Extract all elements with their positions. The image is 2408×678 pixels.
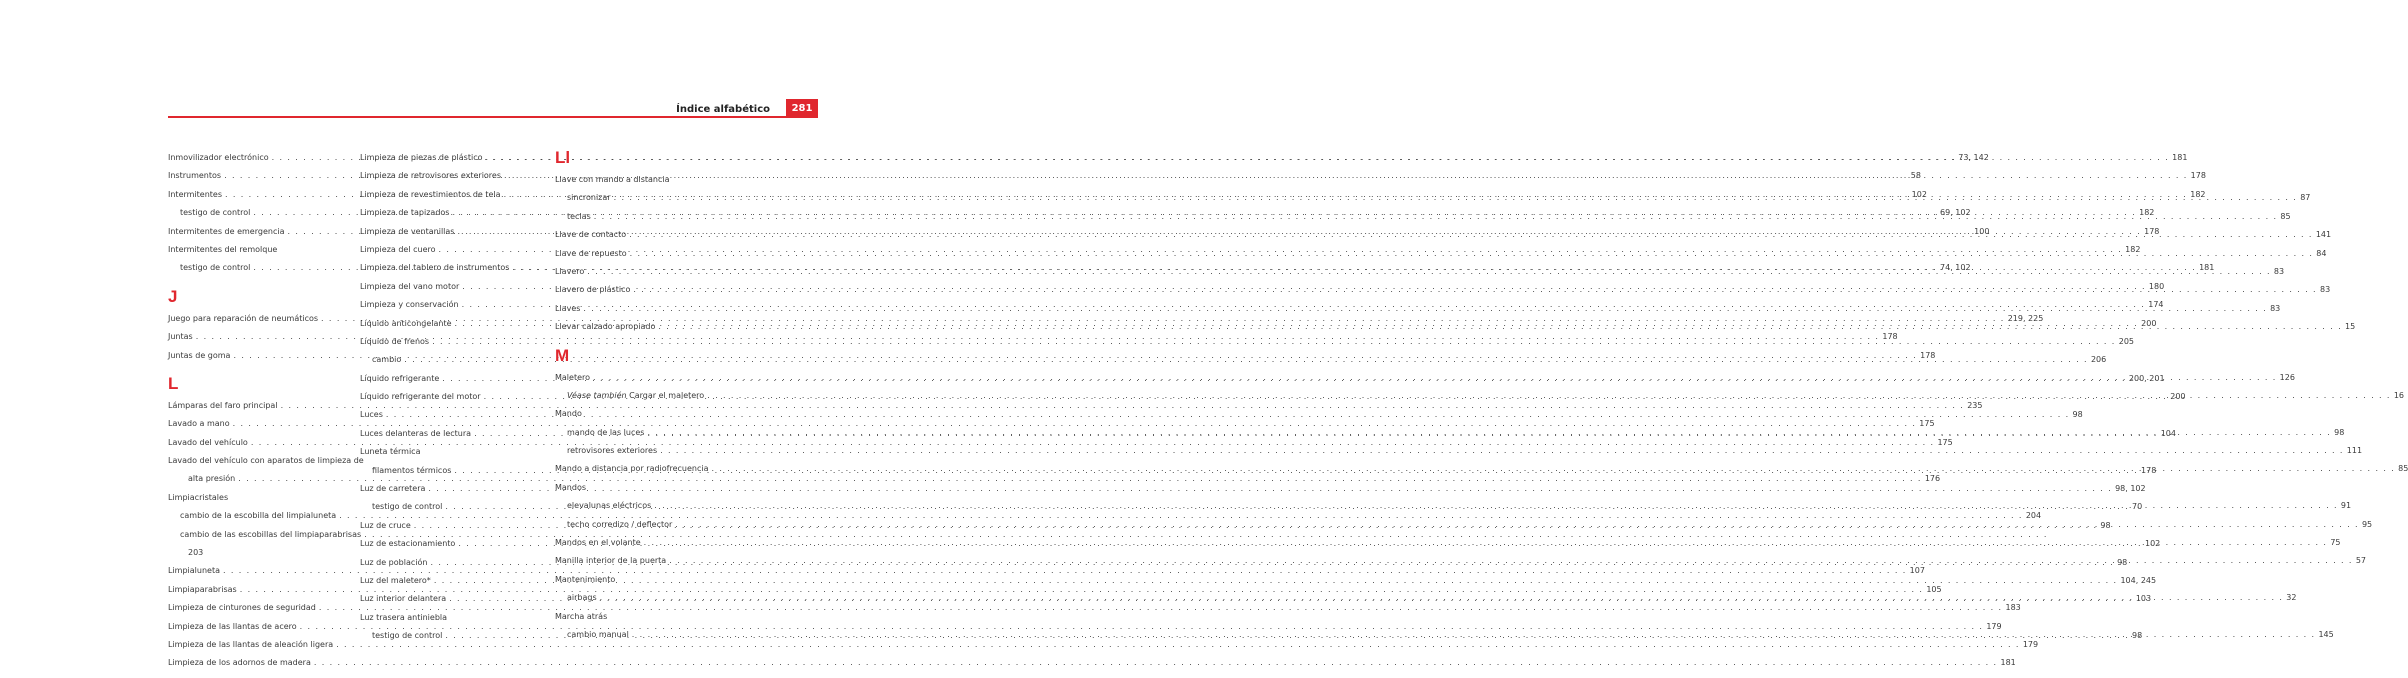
index-entry: Mando <box>555 409 582 419</box>
index-entry: Lavado a mano . . . 175 <box>168 418 358 436</box>
index-entry: Limpieza de tapizados . . . 182 <box>360 207 550 225</box>
index-entry: Llavero . . . 83 <box>555 266 745 284</box>
index-entry: Llaves . . . 83 <box>555 303 745 321</box>
index-subentry: testigo de control . . . 70 <box>360 501 550 519</box>
index-entry: Lámparas del faro principal . . . 235 <box>168 400 358 418</box>
index-entry: Intermitentes . . . 102 <box>168 189 358 207</box>
index-subentry: elevalunas eléctricos . . . 91 <box>555 500 745 518</box>
index-entry: Limpieza de revestimientos de tela . . . 182 <box>360 189 550 207</box>
index-continuation: 203 <box>188 548 204 558</box>
index-entry: Luneta térmica <box>360 447 421 457</box>
index-subentry: filamentos térmicos . . . 178 <box>360 465 550 483</box>
index-entry: Limpieza y conservación . . . 174 <box>360 299 550 317</box>
index-entry: Juntas de goma . . . 178 <box>168 350 358 368</box>
index-entry: Llavero de plástico . . . 83 <box>555 284 745 302</box>
index-subentry: cambio manual . . . 145 <box>555 629 745 647</box>
index-entry: Luz de cruce . . . 98 <box>360 520 550 538</box>
index-entry: Limpiaparabrisas . . . 105 <box>168 584 358 602</box>
index-subentry: sincronizar . . . 87 <box>555 192 745 210</box>
section-letter: J <box>168 286 178 306</box>
index-entry: Luces delanteras de lectura . . . 104 <box>360 428 550 446</box>
header-rule <box>168 116 818 118</box>
index-entry: Marcha atrás <box>555 611 608 621</box>
index-entry: Intermitentes del remolque <box>168 244 278 254</box>
index-entry: Limpialuneta . . . 107 <box>168 565 358 583</box>
section-letter: M <box>555 345 570 365</box>
index-entry: Limpieza de los adornos de madera . . . 181 <box>168 657 358 675</box>
index-entry: Líquido de frenos . . . 205 <box>360 336 550 354</box>
index-entry: Luz de población . . . 98 <box>360 557 550 575</box>
index-entry: Líquido refrigerante del motor . . . 200 <box>360 391 550 409</box>
index-subentry: techo corredizo / deflector . . . 95 <box>555 519 745 537</box>
index-entry: Juego para reparación de neumáticos . . . 219, 225 <box>168 313 358 331</box>
index-entry: Luz de carretera . . . 98, 102 <box>360 483 550 501</box>
index-entry: Inmovilizador electrónico . . . 73, 142 <box>168 152 358 170</box>
index-subentry: testigo de control . . . 74, 102 <box>168 262 358 280</box>
index-entry: Limpieza de las llantas de aleación ligera . . . 179 <box>168 639 358 657</box>
index-subentry: teclas . . . 85 <box>555 211 745 229</box>
index-entry: Limpieza del vano motor . . . 180 <box>360 281 550 299</box>
index-entry: Intermitentes de emergencia . . . 100 <box>168 226 358 244</box>
index-subentry: Véase también Cargar el maletero . . . 16 <box>555 390 745 408</box>
index-entry: Limpieza de piezas de plástico . . . 181 <box>360 152 550 170</box>
index-subentry: testigo de control . . . 98 <box>360 630 550 648</box>
index-entry: Líquido refrigerante . . . 200, 201 <box>360 373 550 391</box>
index-subentry: cambio de las escobillas del limpiaparabrisas . . . <box>168 529 358 547</box>
see-also-label: Véase también <box>567 390 627 400</box>
index-entry: Luces . . . 98 <box>360 409 550 427</box>
index-entry: Limpieza de ventanillas . . . 178 <box>360 226 550 244</box>
section-letter: L <box>168 373 179 393</box>
index-entry: Mandos <box>555 482 587 492</box>
index-entry: Maletero . . . 126 <box>555 372 745 390</box>
index-entry: Instrumentos . . . 58 <box>168 170 358 188</box>
index-entry: Luz trasera antiniebla <box>360 612 448 622</box>
page-number: 281 <box>786 99 818 117</box>
index-entry: Luz de estacionamiento . . . 102 <box>360 538 550 556</box>
index-entry: Llave de contacto . . . 141 <box>555 229 745 247</box>
index-entry: Lavado del vehículo . . . 175 <box>168 437 358 455</box>
index-entry: Luz interior delantera . . . 103 <box>360 593 550 611</box>
section-letter: Ll <box>555 148 571 167</box>
index-entry: Limpieza del cuero . . . 182 <box>360 244 550 262</box>
index-entry: Limpieza de las llantas de acero . . . 179 <box>168 621 358 639</box>
index-entry: Limpiacristales <box>168 492 229 502</box>
index-subentry: cambio . . . 206 <box>360 354 550 372</box>
index-entry: Limpieza de cinturones de seguridad . . . 183 <box>168 602 358 620</box>
index-entry: Lavado del vehículo con aparatos de limpieza de <box>168 456 364 466</box>
index-entry: Mando a distancia por radiofrecuencia . . . 85 <box>555 463 745 481</box>
index-subentry: airbags . . . 32 <box>555 592 745 610</box>
index-continuation: alta presión . . . 176 <box>168 473 358 491</box>
index-entry: Luz del maletero* . . . 104, 245 <box>360 575 550 593</box>
index-subentry: mando de las luces . . . 98 <box>555 427 745 445</box>
index-entry: Mandos en el volante . . . 75 <box>555 537 745 555</box>
index-entry: Llave de repuesto . . . 84 <box>555 248 745 266</box>
index-entry: Juntas . . . 178 <box>168 331 358 349</box>
index-entry: Limpieza de retrovisores exteriores . . . 178 <box>360 170 550 188</box>
page-title: Índice alfabético <box>676 104 770 115</box>
index-entry: Mantenimiento <box>555 574 616 584</box>
index-subentry: cambio de la escobilla del limpialuneta . . . 204 <box>168 510 358 528</box>
index-entry: Llevar calzado apropiado . . . 15 <box>555 321 745 339</box>
index-entry: Líquido anticongelante . . . 200 <box>360 318 550 336</box>
index-entry: Limpieza del tablero de instrumentos . . . 181 <box>360 262 550 280</box>
index-entry: Manilla interior de la puerta . . . 57 <box>555 555 745 573</box>
index-subentry: retrovisores exteriores . . . 111 <box>555 445 745 463</box>
index-subentry: testigo de control . . . 69, 102 <box>168 207 358 225</box>
index-entry: Llave con mando a distancia <box>555 175 670 184</box>
